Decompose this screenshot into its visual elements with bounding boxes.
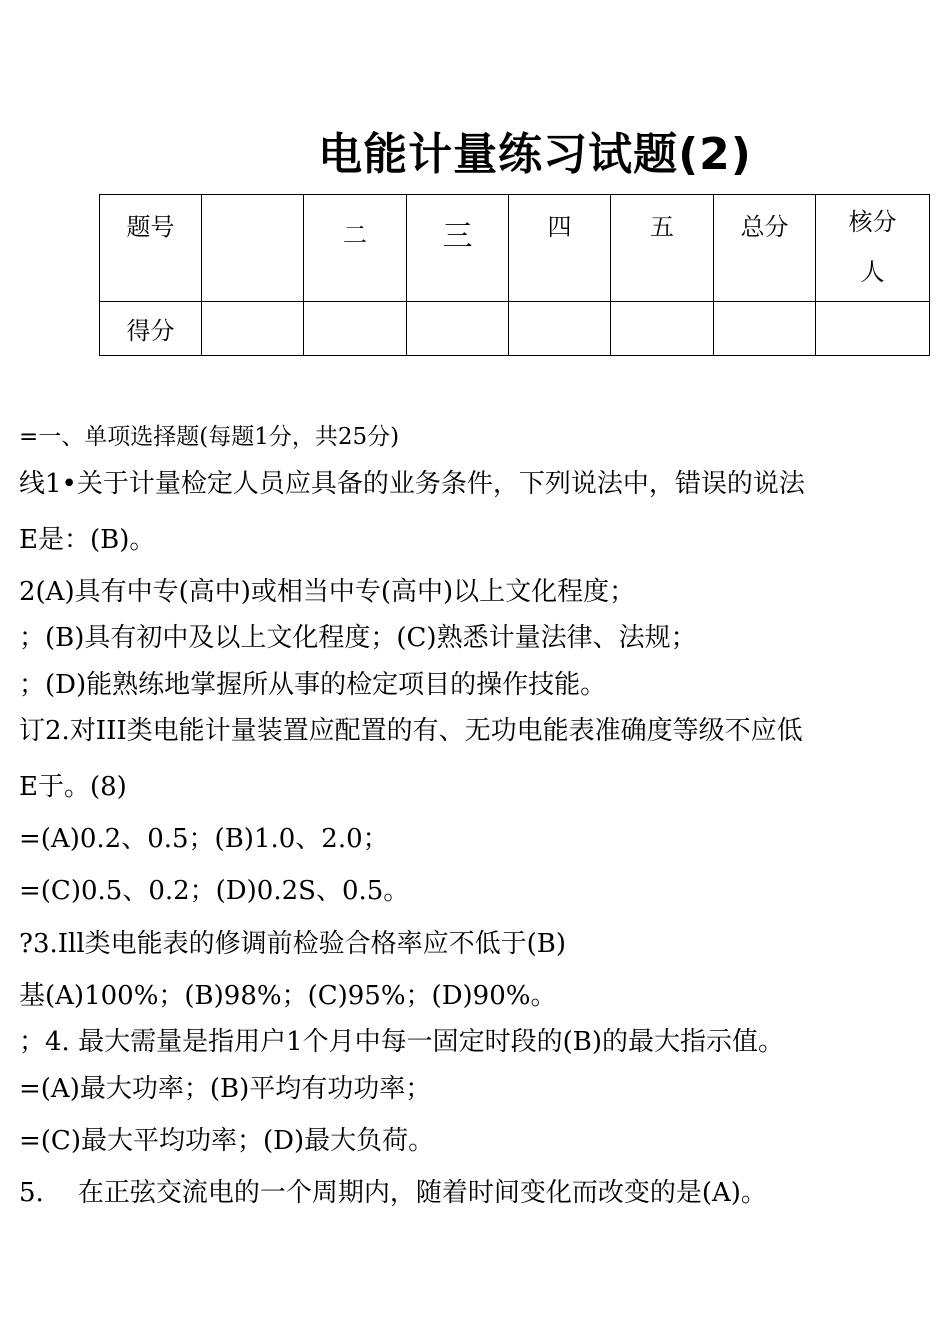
header-cell-4: 四 [509, 195, 611, 302]
option-line: 基(A)100%；(B)98%；(C)95%；(D)90%。 [19, 981, 557, 1011]
option-line: ；(B)具有初中及以上文化程度；(C)熟悉计量法律、法规； [19, 623, 697, 653]
page-title: 电能计量练习试题(2) [318, 129, 752, 180]
question-line: E是：(B)。 [19, 525, 156, 555]
score-field-total[interactable] [714, 302, 816, 356]
score-field-3[interactable] [407, 302, 509, 356]
score-field-2[interactable] [304, 302, 407, 356]
score-field-1[interactable] [202, 302, 304, 356]
question-line: E于。(8) [19, 772, 127, 802]
option-line: ；(D)能熟练地掌握所从事的检定项目的操作技能。 [19, 670, 607, 700]
score-field-5[interactable] [611, 302, 714, 356]
option-line: =(C)最大平均功率；(D)最大负荷。 [19, 1126, 435, 1156]
header-cell-2: 二 [304, 195, 407, 302]
option-line: =(C)0.5、0.2；(D)0.2S、0.5。 [19, 876, 410, 906]
option-line: 2(A)具有中专(高中)或相当中专(高中)以上文化程度； [19, 577, 636, 607]
question-line: ?3.Ill类电能表的修调前检验合格率应不低于(B) [19, 929, 567, 959]
score-row-label: 得分 [100, 302, 202, 356]
question-line: ；4. 最大需量是指用户1个月中每一固定时段的(B)的最大指示值。 [19, 1027, 785, 1057]
header-cell-reviewer: 核分 人 [816, 195, 930, 302]
header-cell-5: 五 [611, 195, 714, 302]
header-cell-total: 总分 [714, 195, 816, 302]
question-line-5 [19, 1172, 767, 1209]
option-line: =(A)最大功率；(B)平均有功功率； [19, 1074, 432, 1104]
header-cell-3: 三 [407, 195, 509, 302]
question-text: 在正弦交流电的一个周期内，随着时间变化而改变的是(A)。 [77, 1178, 767, 1208]
question-number: 5. [19, 1178, 44, 1208]
question-line: 订2.对III类电能计量装置应配置的有、无功电能表准确度等级不应低 [19, 716, 803, 746]
header-cell-1 [202, 195, 304, 302]
header-cell-question-number: 题号 [100, 195, 202, 302]
score-table [99, 194, 930, 356]
option-line: =(A)0.2、0.5；(B)1.0、2.0； [19, 824, 389, 854]
score-field-4[interactable] [509, 302, 611, 356]
section-heading: =一、单项选择题(每题1分，共25分) [19, 424, 400, 450]
score-field-reviewer[interactable] [816, 302, 930, 356]
question-line: 线1•关于计量检定人员应具备的业务条件，下列说法中，错误的说法 [19, 469, 805, 499]
